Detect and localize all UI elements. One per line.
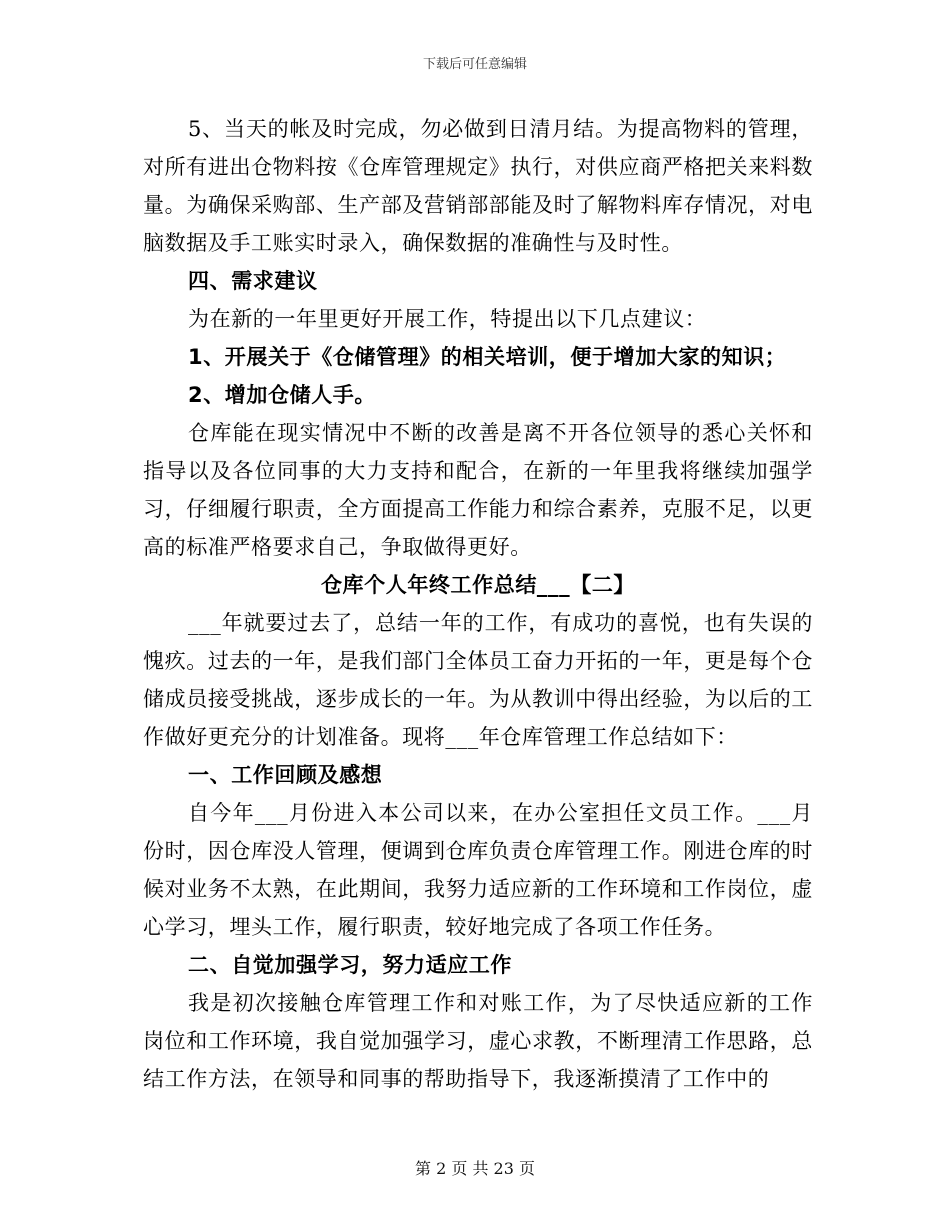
page-footer-number: 第 2 页 共 23 页	[415, 1159, 535, 1178]
suggestion-item-2: 2、增加仓储人手。	[188, 383, 377, 407]
paragraph-suggestions-intro: 为在新的一年里更好开展工作，特提出以下几点建议：	[188, 307, 707, 331]
document-title-2: 仓库个人年终工作总结___【二】	[320, 573, 636, 597]
paragraph-closing: 仓库能在现实情况中不断的改善是离不开各位领导的悉心关怀和指导以及各位同事的大力支持和配合，在新的一年里我将继续加强学习，仔细履行职责，全方面提高工作能力和综合素养，克服不足，以更高的标准严格要求自己，争取做得更好。	[143, 421, 813, 559]
paragraph-study: 我是初次接触仓库管理工作和对账工作，为了尽快适应新的工作岗位和工作环境，我自觉加强学习，虚心求教，不断理清工作思路，总结工作方法，在领导和同事的帮助指导下，我逐渐摸清了工作中的	[143, 991, 813, 1091]
section-heading-4: 四、需求建议	[188, 269, 318, 293]
section-heading-1: 一、工作回顾及感想	[188, 763, 383, 787]
paragraph-intro-2: ___年就要过去了，总结一年的工作，有成功的喜悦，也有失误的愧疚。过去的一年，是我们部门全体员工奋力开拓的一年，更是每个仓储成员接受挑战，逐步成长的一年。为从教训中得出经验，为以后的工作做好更充分的计划准备。现将___年仓库管理工作总结如下：	[143, 611, 813, 749]
suggestion-item-1: 1、开展关于《仓储管理》的相关培训，便于增加大家的知识；	[188, 345, 787, 369]
page-header-note: 下载后可任意编辑	[422, 57, 527, 72]
document-body	[143, 110, 813, 1098]
paragraph-review: 自今年___月份进入本公司以来，在办公室担任文员工作。___月份时，因仓库没人管理，便调到仓库负责仓库管理工作。刚进仓库的时候对业务不太熟，在此期间，我努力适应新的工作环境和工作岗位，虚心学习，埋头工作，履行职责，较好地完成了各项工作任务。	[143, 801, 813, 939]
paragraph-item-5: 5、当天的帐及时完成，勿必做到日清月结。为提高物料的管理，对所有进出仓物料按《仓库管理规定》执行，对供应商严格把关来料数量。为确保采购部、生产部及营销部部能及时了解物料库存情况，对电脑数据及手工账实时录入，确保数据的准确性与及时性。	[143, 117, 813, 255]
section-heading-2: 二、自觉加强学习，努力适应工作	[188, 953, 512, 977]
